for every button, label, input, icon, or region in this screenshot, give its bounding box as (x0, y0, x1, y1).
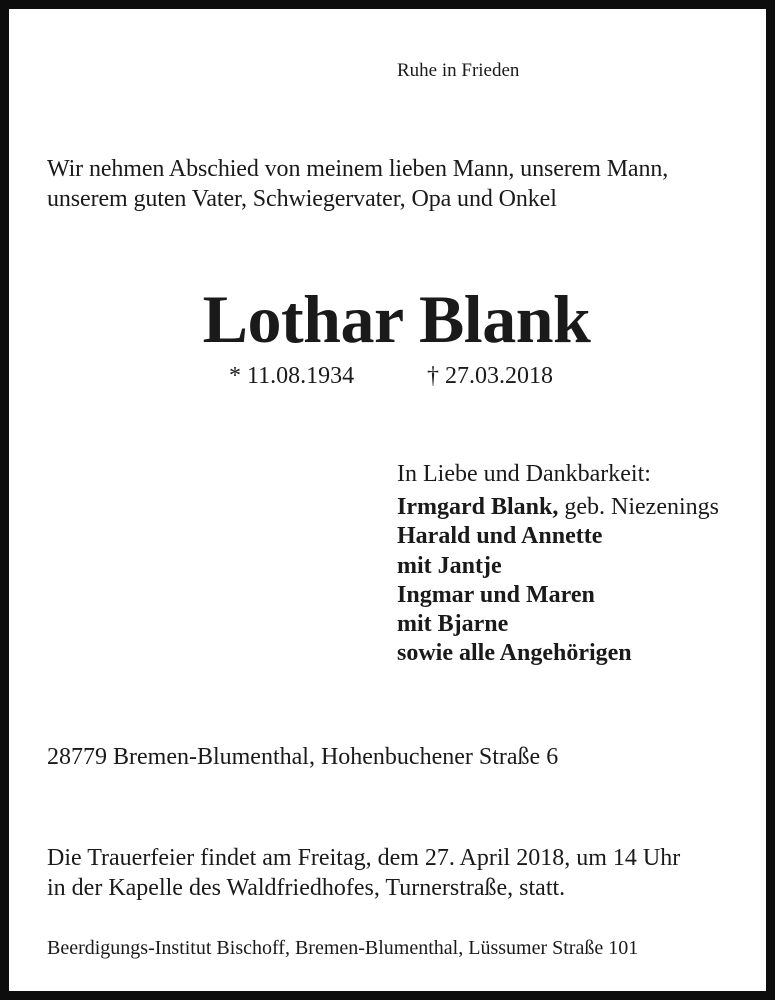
mourner-name: sowie alle Angehörigen (397, 640, 632, 667)
mourner-line (397, 522, 719, 551)
intro-text (47, 154, 668, 214)
mourner-name: Harald und Annette (397, 523, 603, 550)
mourner-line (397, 552, 719, 581)
motto: Ruhe in Frieden (397, 60, 520, 81)
intro-line: Wir nehmen Abschied von meinem lieben Mann, unserem Mann, (47, 156, 669, 182)
death-date: † 27.03.2018 (427, 363, 553, 389)
ceremony-info (47, 843, 680, 903)
mourner-suffix: geb. Niezenings (558, 494, 719, 521)
ceremony-line: Die Trauerfeier findet am Freitag, dem 27. April 2018, um 14 Uhr (47, 845, 681, 871)
undertaker-info: Beerdigungs-Institut Bischoff, Bremen-Blumenthal, Lüssumer Straße 101 (47, 937, 639, 959)
mourner-line (397, 610, 719, 639)
mourner-line (397, 581, 719, 610)
mourner-name: Ingmar und Maren (397, 581, 595, 608)
ceremony-line: in der Kapelle des Waldfriedhofes, Turnerstraße, statt. (47, 875, 566, 901)
intro-line: unserem guten Vater, Schwiegervater, Opa und Onkel (47, 186, 557, 212)
mourner-line (397, 639, 719, 668)
mourner-name: mit Bjarne (397, 611, 509, 638)
mourners-intro: In Liebe und Dankbarkeit: (397, 461, 651, 487)
mourner-line (397, 493, 719, 522)
mourners-block (397, 460, 719, 668)
mourner-name: mit Jantje (397, 552, 502, 579)
family-address: 28779 Bremen-Blumenthal, Hohenbuchener Straße 6 (47, 744, 559, 770)
birth-date: * 11.08.1934 (229, 363, 355, 389)
mourner-name: Irmgard Blank, (397, 494, 559, 521)
deceased-name: Lothar Blank (202, 281, 591, 357)
